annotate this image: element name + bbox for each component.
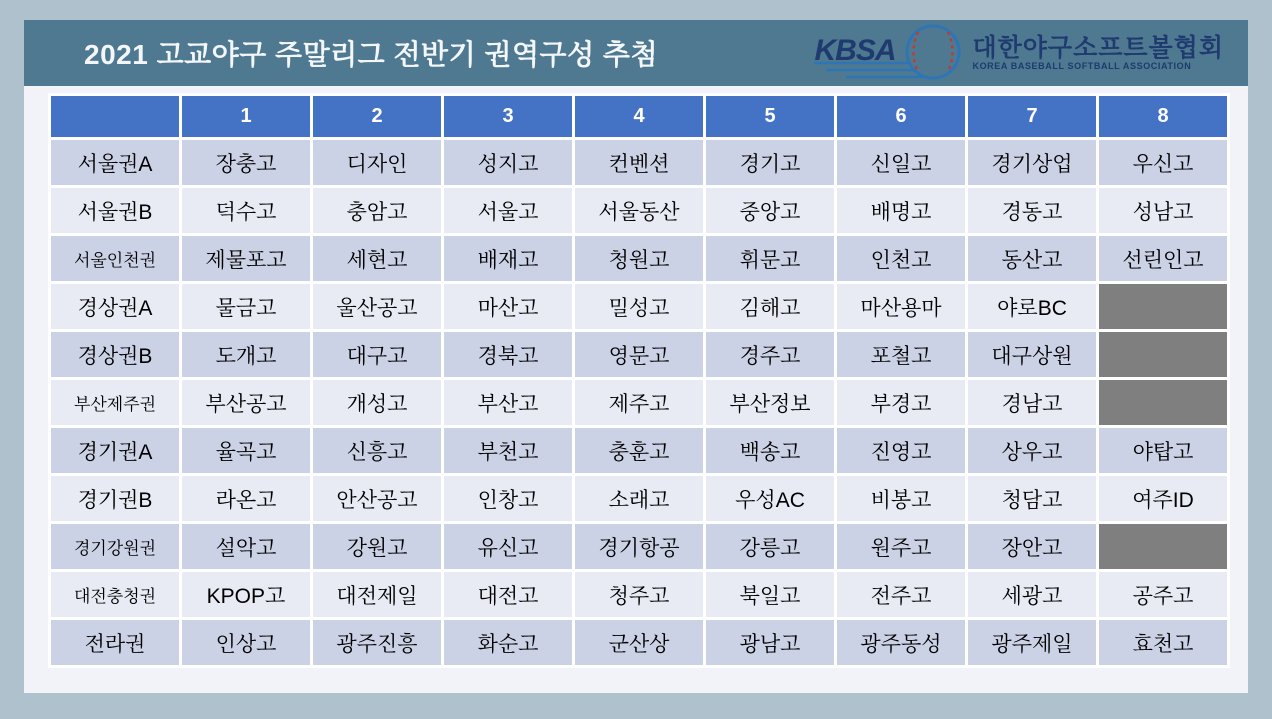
kbsa-wordmark: [812, 23, 964, 83]
school-cell: 휘문고: [705, 235, 836, 283]
school-cell: 대전제일: [312, 571, 443, 619]
title-banner: [24, 20, 1248, 86]
school-cell: 부산공고: [181, 379, 312, 427]
school-cell: 개성고: [312, 379, 443, 427]
school-cell: 성지고: [443, 139, 574, 187]
empty-cell: [1098, 331, 1229, 379]
region-label: 전라권: [50, 619, 181, 667]
draw-table: [48, 93, 1230, 668]
school-cell: 유신고: [443, 523, 574, 571]
content-panel: [24, 86, 1248, 693]
school-cell: 백송고: [705, 427, 836, 475]
school-cell: 부경고: [836, 379, 967, 427]
school-cell: 선린인고: [1098, 235, 1229, 283]
school-cell: 성남고: [1098, 187, 1229, 235]
region-label: 대전충청권: [50, 571, 181, 619]
school-cell: 군산상: [574, 619, 705, 667]
school-cell: 동산고: [967, 235, 1098, 283]
school-cell: 안산공고: [312, 475, 443, 523]
school-cell: 경주고: [705, 331, 836, 379]
school-cell: 포철고: [836, 331, 967, 379]
table-row: [50, 571, 1229, 619]
school-cell: 설악고: [181, 523, 312, 571]
school-cell: 북일고: [705, 571, 836, 619]
school-cell: KPOP고: [181, 571, 312, 619]
school-cell: 대구상원: [967, 331, 1098, 379]
table-row: [50, 523, 1229, 571]
school-cell: 대전고: [443, 571, 574, 619]
empty-cell: [1098, 523, 1229, 571]
school-cell: 김해고: [705, 283, 836, 331]
kbsa-logo: [812, 23, 1224, 83]
region-label: 경기권A: [50, 427, 181, 475]
school-cell: 청담고: [967, 475, 1098, 523]
school-cell: 비봉고: [836, 475, 967, 523]
school-cell: 광주동성: [836, 619, 967, 667]
school-cell: 경북고: [443, 331, 574, 379]
school-cell: 소래고: [574, 475, 705, 523]
table-row: [50, 235, 1229, 283]
school-cell: 경기상업: [967, 139, 1098, 187]
school-cell: 전주고: [836, 571, 967, 619]
school-cell: 화순고: [443, 619, 574, 667]
school-cell: 여주ID: [1098, 475, 1229, 523]
school-cell: 신흥고: [312, 427, 443, 475]
column-header-1: 1: [181, 95, 312, 139]
school-cell: 마산용마: [836, 283, 967, 331]
table-row: [50, 283, 1229, 331]
school-cell: 물금고: [181, 283, 312, 331]
school-cell: 부산고: [443, 379, 574, 427]
school-cell: 경기항공: [574, 523, 705, 571]
school-cell: 청원고: [574, 235, 705, 283]
school-cell: 경남고: [967, 379, 1098, 427]
school-cell: 컨벤션: [574, 139, 705, 187]
table-row: [50, 187, 1229, 235]
school-cell: 서울고: [443, 187, 574, 235]
region-label: 경기권B: [50, 475, 181, 523]
table-row: [50, 139, 1229, 187]
school-cell: 부산정보: [705, 379, 836, 427]
school-cell: 광주진흥: [312, 619, 443, 667]
school-cell: 충암고: [312, 187, 443, 235]
school-cell: 광주제일: [967, 619, 1098, 667]
school-cell: 배명고: [836, 187, 967, 235]
org-name-korean: 대한야구소프트볼협회: [972, 33, 1224, 62]
table-row: [50, 331, 1229, 379]
school-cell: 디자인: [312, 139, 443, 187]
school-cell: 배재고: [443, 235, 574, 283]
school-cell: 장충고: [181, 139, 312, 187]
school-cell: 밀성고: [574, 283, 705, 331]
school-cell: 공주고: [1098, 571, 1229, 619]
school-cell: 서울동산: [574, 187, 705, 235]
empty-cell: [1098, 283, 1229, 331]
school-cell: 야탑고: [1098, 427, 1229, 475]
school-cell: 세광고: [967, 571, 1098, 619]
school-cell: 라온고: [181, 475, 312, 523]
school-cell: 우성AC: [705, 475, 836, 523]
region-label: 서울권A: [50, 139, 181, 187]
table-row: [50, 379, 1229, 427]
corner-header-cell: [50, 95, 181, 139]
table-row: [50, 427, 1229, 475]
school-cell: 경동고: [967, 187, 1098, 235]
school-cell: 원주고: [836, 523, 967, 571]
school-cell: 영문고: [574, 331, 705, 379]
school-cell: 대구고: [312, 331, 443, 379]
school-cell: 울산공고: [312, 283, 443, 331]
org-name-english: KOREA BASEBALL SOFTBALL ASSOCIATION: [972, 61, 1192, 72]
school-cell: 충훈고: [574, 427, 705, 475]
school-cell: 야로BC: [967, 283, 1098, 331]
school-cell: 율곡고: [181, 427, 312, 475]
region-label: 서울인천권: [50, 235, 181, 283]
school-cell: 덕수고: [181, 187, 312, 235]
school-cell: 우신고: [1098, 139, 1229, 187]
kbsa-acronym: KBSA: [814, 34, 896, 67]
school-cell: 부천고: [443, 427, 574, 475]
school-cell: 효천고: [1098, 619, 1229, 667]
school-cell: 광남고: [705, 619, 836, 667]
column-header-7: 7: [967, 95, 1098, 139]
page-title: 2021 고교야구 주말리그 전반기 권역구성 추첨: [84, 39, 659, 70]
school-cell: 강릉고: [705, 523, 836, 571]
school-cell: 상우고: [967, 427, 1098, 475]
school-cell: 장안고: [967, 523, 1098, 571]
column-header-2: 2: [312, 95, 443, 139]
school-cell: 도개고: [181, 331, 312, 379]
table-row: [50, 475, 1229, 523]
school-cell: 세현고: [312, 235, 443, 283]
school-cell: 진영고: [836, 427, 967, 475]
school-cell: 제물포고: [181, 235, 312, 283]
school-cell: 마산고: [443, 283, 574, 331]
org-name-block: [972, 35, 1224, 71]
column-header-6: 6: [836, 95, 967, 139]
region-label: 경기강원권: [50, 523, 181, 571]
column-header-5: 5: [705, 95, 836, 139]
school-cell: 신일고: [836, 139, 967, 187]
column-header-3: 3: [443, 95, 574, 139]
header-row: [50, 95, 1229, 139]
region-label: 서울권B: [50, 187, 181, 235]
region-label: 부산제주권: [50, 379, 181, 427]
region-label: 경상권A: [50, 283, 181, 331]
school-cell: 인창고: [443, 475, 574, 523]
school-cell: 제주고: [574, 379, 705, 427]
column-header-8: 8: [1098, 95, 1229, 139]
empty-cell: [1098, 379, 1229, 427]
column-header-4: 4: [574, 95, 705, 139]
school-cell: 인천고: [836, 235, 967, 283]
table-row: [50, 619, 1229, 667]
school-cell: 강원고: [312, 523, 443, 571]
region-label: 경상권B: [50, 331, 181, 379]
school-cell: 인상고: [181, 619, 312, 667]
school-cell: 중앙고: [705, 187, 836, 235]
school-cell: 경기고: [705, 139, 836, 187]
school-cell: 청주고: [574, 571, 705, 619]
